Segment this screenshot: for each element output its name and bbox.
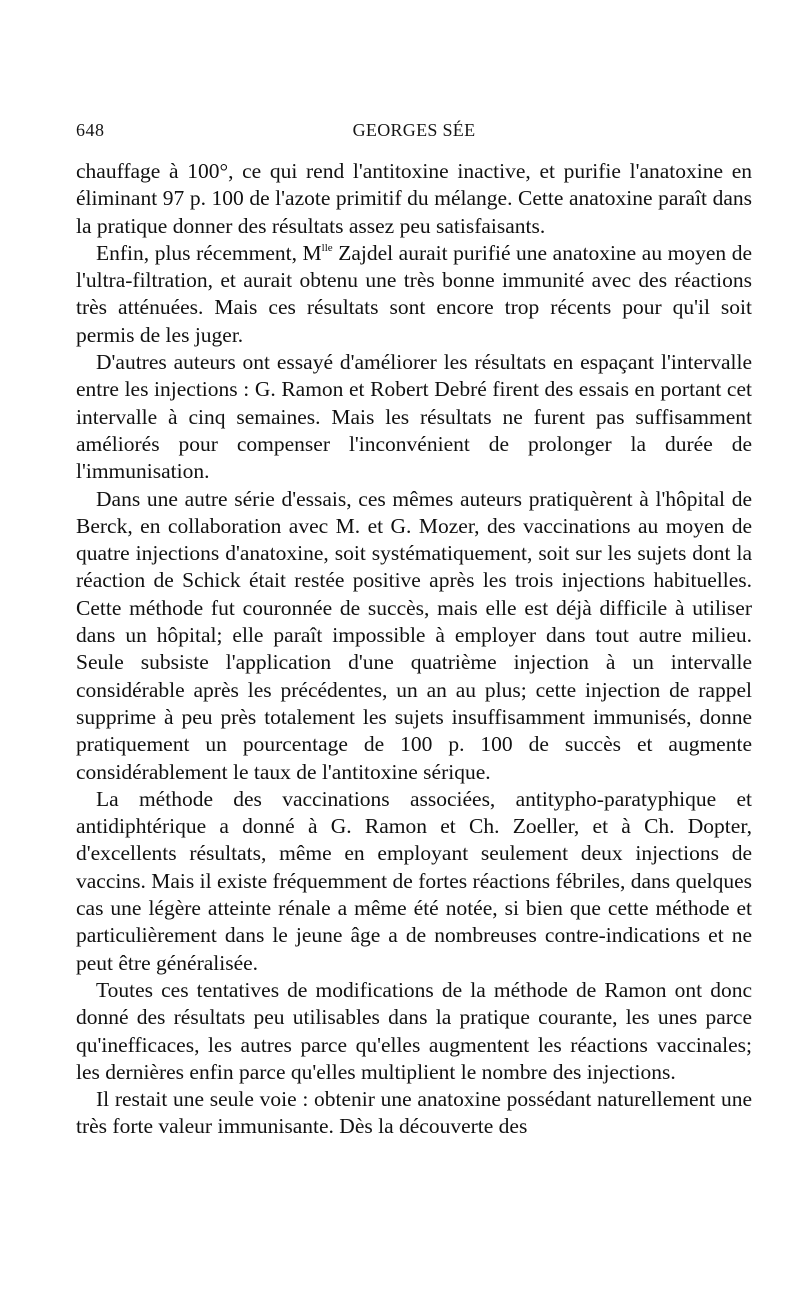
book-page [76,118,752,1141]
paragraph-last: Il restait une seule voie : obtenir une anatoxine possédant naturellement une très forte valeur immunisante. Dès la découverte des [76,1087,752,1139]
superscript-abbreviation: lle [321,241,333,254]
running-title: GEORGES SÉE [352,120,476,140]
paragraph-continued: chauffage à 100°, ce qui rend l'antitoxine inactive, et purifie l'anatoxine en éliminant 97 p. 100 de l'azote primitif du mélange. Cette anatoxine paraît dans la pratique donner des résultats assez peu satisfaisants. [76,159,752,238]
paragraph-ultrafiltration [76,240,752,349]
paragraph-berck-trials: Dans une autre série d'essais, ces mêmes auteurs pratiquèrent à l'hôpital de Berck, en collaboration avec M. et G. Mozer, des vaccinations au moyen de quatre injections d'anatoxine, soit systématiquement, soit sur les sujets dont la réaction de Schick était restée positive après les trois injections habituelles. Cette méthode fut couronnée de succès, mais elle est déjà difficile à utiliser dans un hôpital; elle paraît impossible à employer dans tout autre milieu. Seule subsiste l'application d'une quatrième injection à un intervalle considérable après les précédentes, un an au plus; cette injection de rappel supprime à peu près totalement les sujets insuffisamment immunisés, donne pratiquement un pourcentage de 100 p. 100 de succès et augmente considérablement le taux de l'antitoxine sérique. [76,486,752,784]
body-text [76,158,752,1141]
paragraph-summary: Toutes ces tentatives de modifications de la méthode de Ramon ont donc donné des résultats peu utilisables dans la pratique courante, les unes parce qu'inefficaces, les autres parce qu'elles augmentent les réactions vaccinales; les dernières enfin parce qu'elles multiplient le nombre des injections. [76,977,752,1084]
paragraph-spacing-injections: D'autres auteurs ont essayé d'améliorer les résultats en espaçant l'intervalle entre les injections : G. Ramon et Robert Debré firent des essais en portant cet intervalle à cinq semaines. Mais les résultats ne furent pas suffisamment améliorés pour compenser l'inconvénient de prolonger la durée de l'immunisation. [76,350,752,484]
paragraph-associated-vaccinations: La méthode des vaccinations associées, antitypho-paratyphique et antidiphtérique a donné à G. Ramon et Ch. Zoeller, et à Ch. Dopter, d'excellents résultats, même en employant seulement deux injections de vaccins. Mais il existe fréquemment de fortes réactions fébriles, dans quelques cas une légère atteinte rénale a même été notée, si bien que cette méthode et particulièrement dans le jeune âge a de nombreuses contre-indications et ne peut être généralisée. [76,786,752,975]
paragraph-text-part: Zajdel aurait purifié une anatoxine au moyen de l'ultra-filtration, et aurait obtenu une très bonne immunité avec des réactions très atténuées. Mais ces résultats sont encore trop récents pour qu'il soit permis de les juger. [76,240,752,347]
paragraph-text-part: Enfin, plus récemment, M [96,240,322,265]
running-head [76,118,752,148]
page-number: 648 [76,120,105,140]
